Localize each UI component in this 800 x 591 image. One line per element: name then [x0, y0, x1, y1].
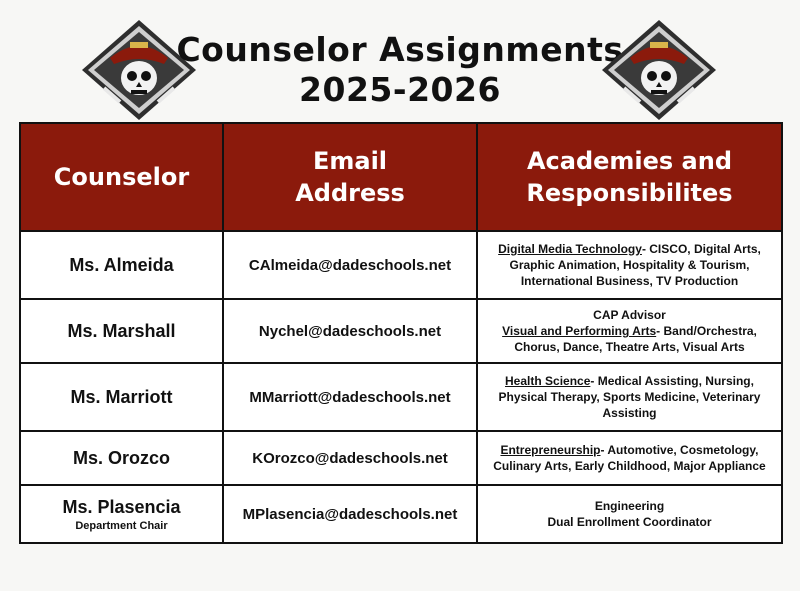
counselor-name: Ms. Orozco: [20, 431, 223, 485]
counselor-name: Ms. Marriott: [20, 363, 223, 431]
academy-details: - CISCO, Digital Arts, Graphic Animation, Hospitality & Tourism, International Business, TV Production: [509, 242, 761, 288]
academy-name: Digital Media Technology: [498, 242, 642, 256]
responsibility-line: Dual Enrollment Coordinator: [547, 515, 712, 529]
academy-cell: [477, 485, 782, 543]
counselor-name: Ms. Plasencia: [62, 496, 181, 517]
header-academies: Academies and Responsibilites: [477, 123, 782, 231]
academy-details: - Band/Orchestra, Chorus, Dance, Theatre Arts, Visual Arts: [514, 324, 757, 354]
academy-cell: [477, 363, 782, 431]
table-row: [20, 299, 782, 363]
page-header: [0, 0, 800, 122]
academy-cell: [477, 431, 782, 485]
table-row: [20, 431, 782, 485]
counselor-table: [19, 122, 783, 544]
email-link[interactable]: MMarriott@dadeschools.net: [223, 363, 477, 431]
table-row: [20, 485, 782, 543]
counselor-title: Department Chair: [75, 519, 168, 532]
header-email: Email Address: [223, 123, 477, 231]
page-title: Counselor Assignments 2025-2026: [176, 30, 624, 109]
counselor-name-cell: [20, 485, 223, 543]
academy-details: - Medical Assisting, Nursing, Physical Therapy, Sports Medicine, Veterinary Assisting: [498, 374, 761, 420]
counselor-name: Ms. Marshall: [20, 299, 223, 363]
role-label: CAP Advisor: [593, 308, 666, 322]
pirate-skull-icon: [600, 18, 718, 122]
header-counselor: Counselor: [20, 123, 223, 231]
responsibility-line: Engineering: [594, 499, 665, 513]
academy-details: - Automotive, Cosmetology, Culinary Arts, Early Childhood, Major Appliance: [493, 443, 766, 473]
email-link[interactable]: CAlmeida@dadeschools.net: [223, 231, 477, 299]
email-link[interactable]: Nychel@dadeschools.net: [223, 299, 477, 363]
academy-name: Visual and Performing Arts: [502, 324, 657, 338]
table-row: [20, 363, 782, 431]
table-row: [20, 231, 782, 299]
table-header-row: [20, 123, 782, 231]
academy-name: Entrepreneurship: [500, 443, 601, 457]
email-link[interactable]: MPlasencia@dadeschools.net: [223, 485, 477, 543]
academy-cell: [477, 299, 782, 363]
academy-cell: [477, 231, 782, 299]
counselor-name: Ms. Almeida: [20, 231, 223, 299]
academy-name: Health Science: [505, 374, 591, 388]
email-link[interactable]: KOrozco@dadeschools.net: [223, 431, 477, 485]
